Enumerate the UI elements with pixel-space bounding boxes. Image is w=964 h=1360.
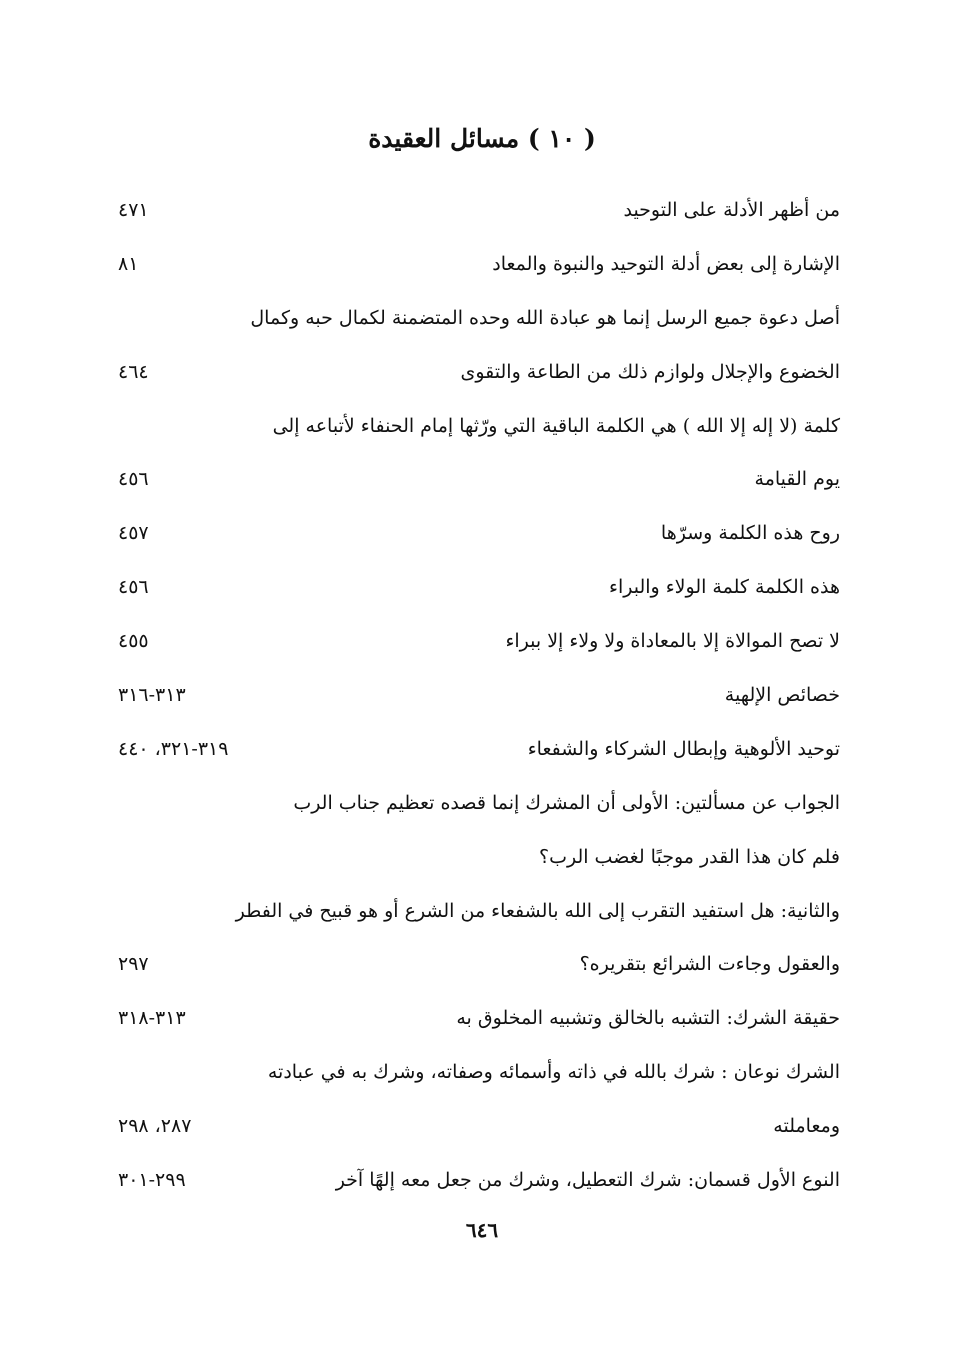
index-entry <box>118 1045 840 1099</box>
entry-text: كلمة (لا إله إلا الله ) هي الكلمة الباقية التي ورّثها إمام الحنفاء لأتباعه إلى <box>272 414 840 437</box>
entry-pages: ٢٩٩-٣٠١ <box>118 1168 186 1191</box>
entry-text: والعقول وجاءت الشرائع بتقريره؟ <box>579 953 840 976</box>
index-entry <box>118 776 840 830</box>
entry-text: الجواب عن مسألتين: الأولى أن المشرك إنما قصده تعظيم جناب الرب <box>293 791 840 814</box>
index-entry <box>118 884 840 938</box>
entry-text: والثانية: هل استفيد التقرب إلى الله بالشفعاء من الشرع أو هو قبيح في الفطر <box>235 899 840 922</box>
entry-pages: ٢٨٧، ٢٩٨ <box>118 1115 192 1138</box>
entry-text: فلم كان هذا القدر موجبًا لغضب الرب؟ <box>538 845 840 868</box>
entry-pages: ٤٥٦ <box>118 468 149 491</box>
entry-pages: ٢٩٧ <box>118 953 149 976</box>
entry-pages: ٤٥٥ <box>118 630 149 653</box>
index-entry <box>118 614 840 668</box>
index-entries <box>118 183 840 1207</box>
entry-text: الخضوع والإجلال ولوازم ذلك من الطاعة والتقوى <box>460 360 840 383</box>
index-entry <box>118 668 840 722</box>
entry-pages: ٣١٣-٣١٨ <box>118 1007 186 1030</box>
entry-pages: ٤٧١ <box>118 198 149 221</box>
index-entry <box>118 452 840 506</box>
entry-text: من أظهر الأدلة على التوحيد <box>623 198 840 221</box>
index-entry <box>118 937 840 991</box>
entry-pages: ٣١٣-٣١٦ <box>118 683 186 706</box>
index-entry <box>118 1153 840 1207</box>
entry-text: يوم القيامة <box>754 468 840 491</box>
index-entry <box>118 830 840 884</box>
entry-text: روح هذه الكلمة وسرّها <box>660 522 840 545</box>
entry-text: النوع الأول قسمان: شرك التعطيل، وشرك من جعل معه إلهًا آخر <box>335 1168 840 1191</box>
entry-text: لا تصح الموالاة إلا بالمعاداة ولا ولاء إلا ببراء <box>505 630 840 653</box>
index-entry <box>118 506 840 560</box>
index-entry <box>118 1099 840 1153</box>
entry-text: الشرك نوعان : شرك بالله في ذاته وأسمائه وصفاته، وشرك به في عبادته <box>267 1061 840 1084</box>
page-number: ٦٤٦ <box>465 1218 499 1242</box>
entry-text: خصائص الإلهية <box>724 683 840 706</box>
section-title: ( ١٠ ) مسائل العقيدة <box>368 124 596 153</box>
entry-text: ومعاملته <box>773 1115 840 1138</box>
index-entry <box>118 560 840 614</box>
index-entry <box>118 991 840 1045</box>
index-entry <box>118 399 840 453</box>
entry-text: الإشارة إلى بعض أدلة التوحيد والنبوة والمعاد <box>492 252 840 275</box>
index-entry <box>118 345 840 399</box>
entry-pages: ٨١ <box>118 252 139 275</box>
entry-pages: ٣١٩-٣٢١، ٤٤٠ <box>118 737 229 760</box>
entry-text: هذه الكلمة كلمة الولاء والبراء <box>609 576 840 599</box>
entry-pages: ٤٥٦ <box>118 576 149 599</box>
index-entry <box>118 722 840 776</box>
entry-pages: ٤٥٧ <box>118 522 149 545</box>
index-entry <box>118 183 840 237</box>
index-entry <box>118 237 840 291</box>
index-entry <box>118 291 840 345</box>
entry-text: حقيقة الشرك: التشبه بالخالق وتشبيه المخلوق به <box>456 1007 840 1030</box>
entry-text: أصل دعوة جميع الرسل إنما هو عبادة الله وحده المتضمنة لكمال حبه وكمال <box>250 306 840 329</box>
entry-text: توحيد الألوهية وإبطال الشركاء والشفعاء <box>527 737 840 760</box>
entry-pages: ٤٦٤ <box>118 360 149 383</box>
